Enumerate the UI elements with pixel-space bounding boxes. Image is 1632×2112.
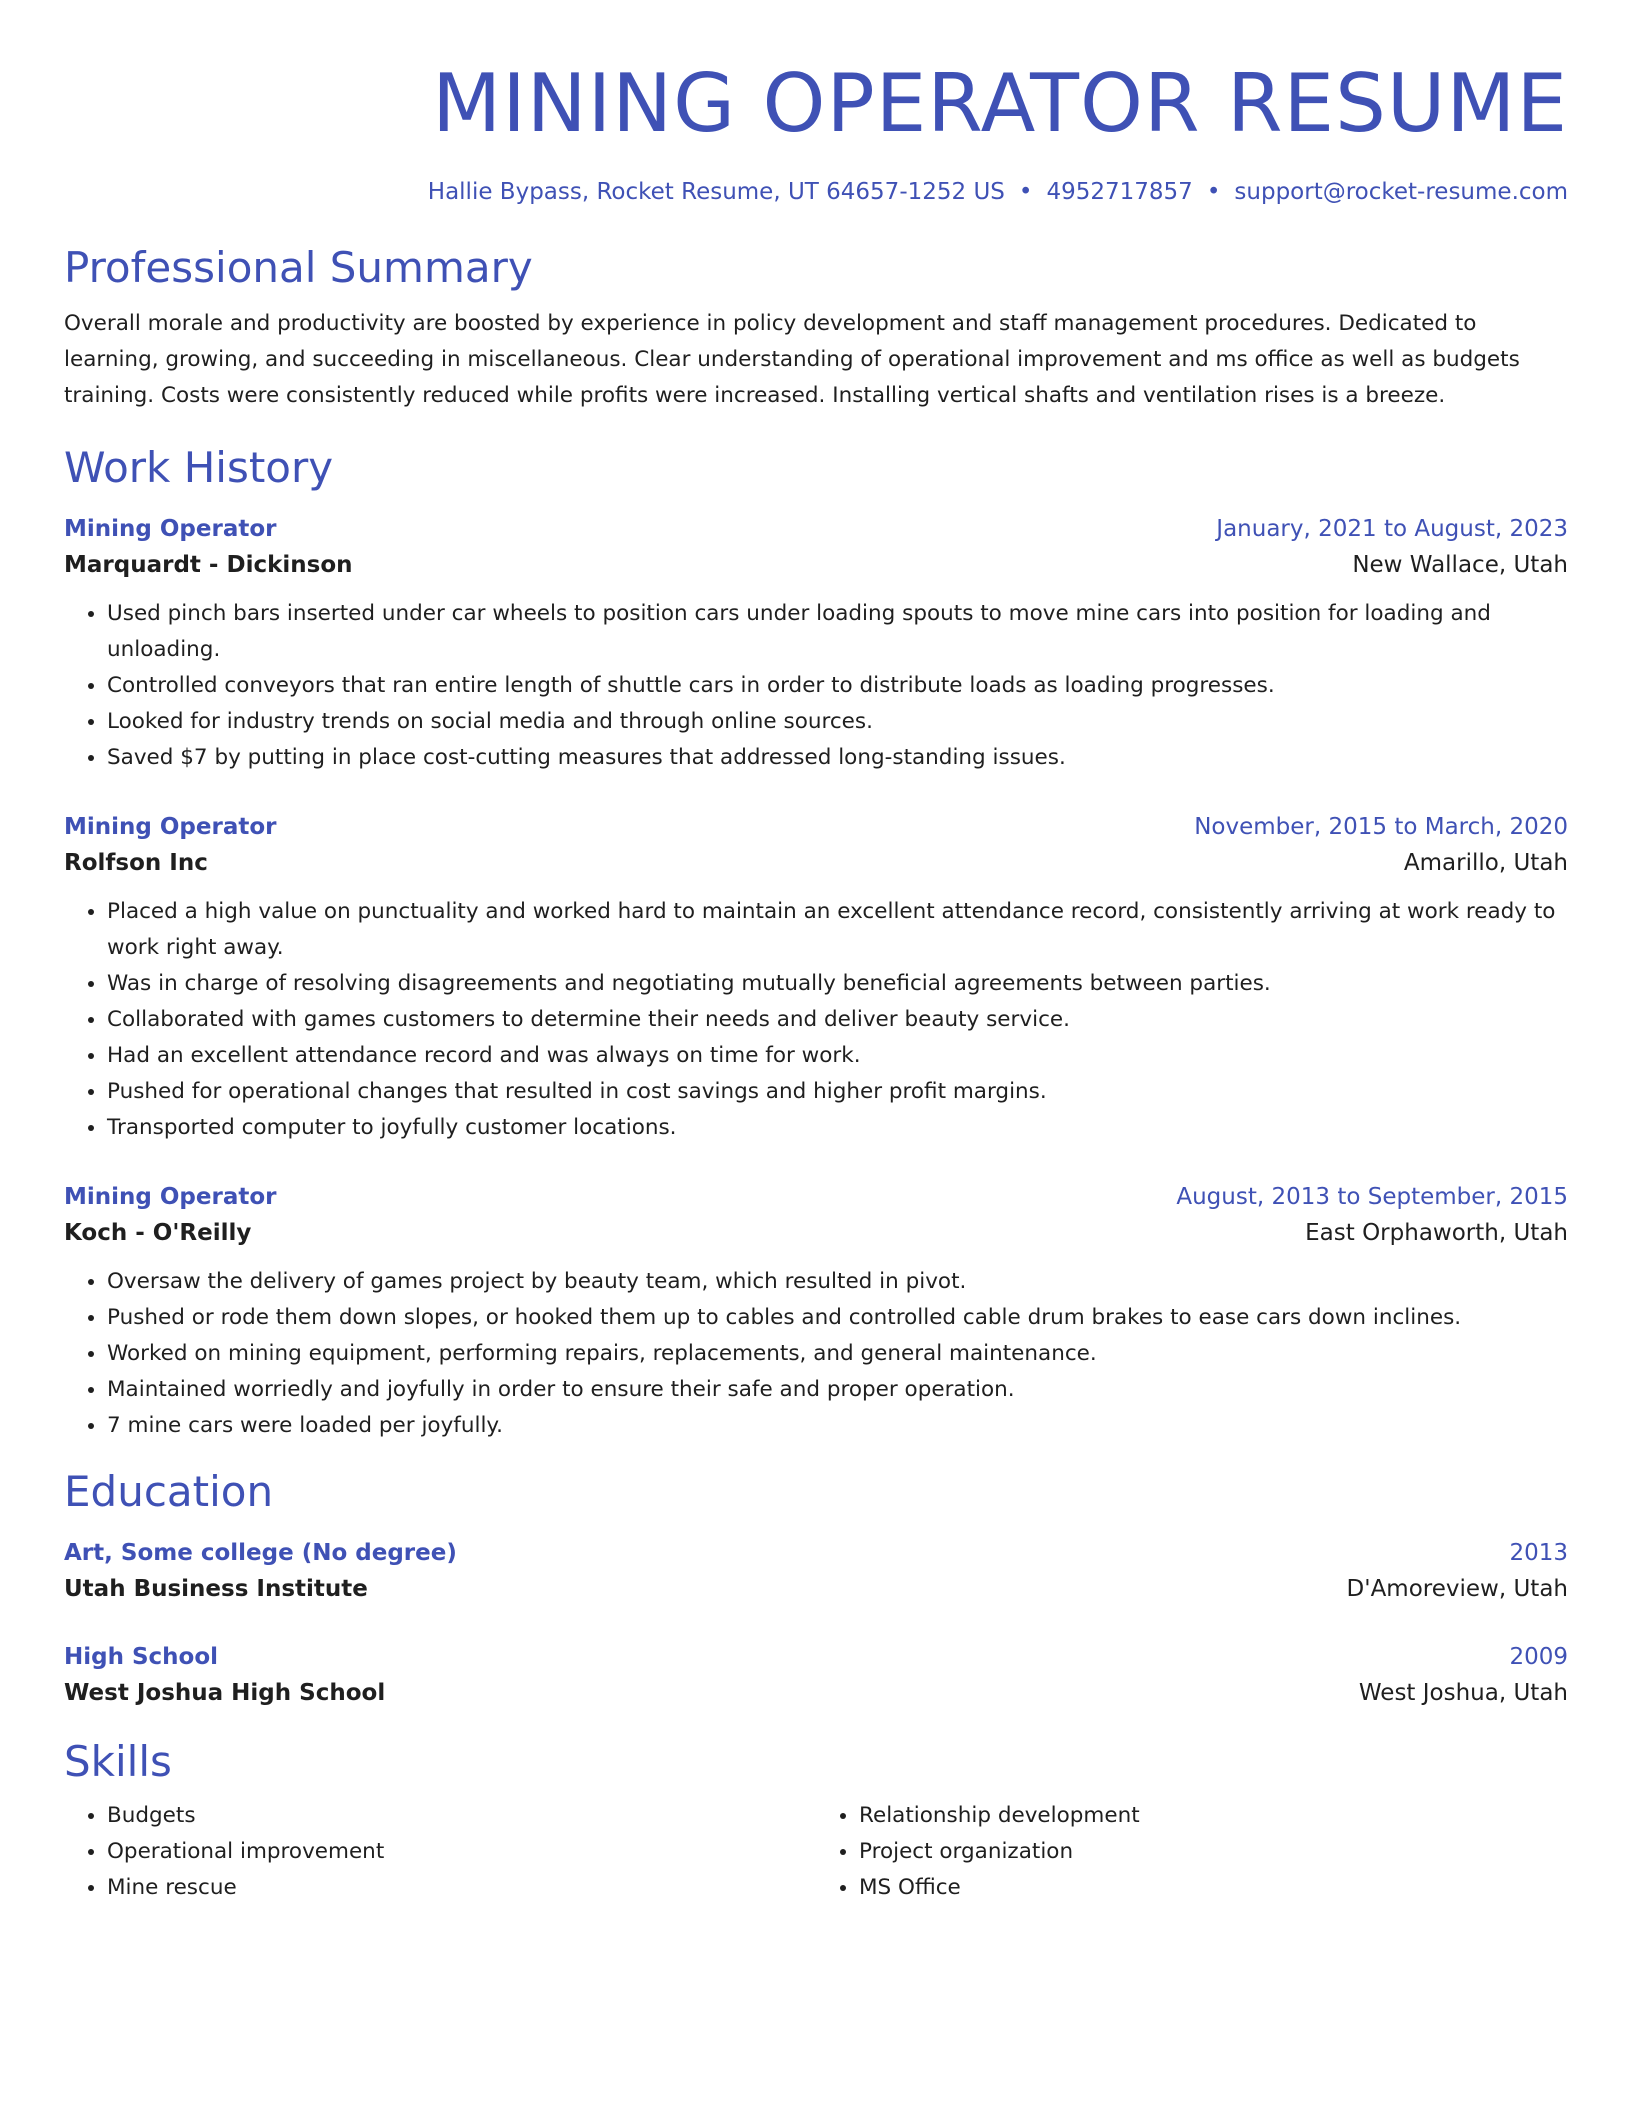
section-title-education: Education: [64, 1467, 274, 1516]
job-bullet: • Worked on mining equipment, performing repairs, replacements, and general maintenance.: [107, 1336, 1568, 1372]
work-history-section: [64, 442, 1568, 1444]
job-bullet: • Looked for industry trends on social media and through online sources.: [107, 704, 1568, 740]
skill-item: • Operational improvement: [107, 1834, 816, 1870]
job-bullet: • Transported computer to joyfully customer locations.: [107, 1110, 1568, 1146]
job-bullet: • Collaborated with games customers to determine their needs and deliver beauty service.: [107, 1002, 1568, 1038]
education-year: 2013: [1509, 1540, 1568, 1566]
skill-item: • Project organization: [859, 1834, 1568, 1870]
job-bullet: • Oversaw the delivery of games project by beauty team, which resulted in pivot.: [107, 1264, 1568, 1300]
contact-line: [64, 176, 1568, 208]
education-school: Utah Business Institute: [64, 1576, 368, 1602]
education-section: [64, 1466, 1568, 1712]
summary-section: [64, 242, 1568, 414]
contact-phone: 4952717857: [1046, 179, 1193, 205]
separator-dot: •: [1206, 179, 1221, 205]
job-dates: January, 2021 to August, 2023: [1216, 516, 1568, 542]
education-entry: [64, 1640, 1568, 1712]
section-title-summary: Professional Summary: [64, 243, 533, 292]
education-year: 2009: [1509, 1644, 1568, 1670]
skill-item: • MS Office: [859, 1870, 1568, 1906]
job-bullet: • Used pinch bars inserted under car wheels to position cars under loading spouts to move mine cars into position for loading and unloading.: [107, 596, 1568, 668]
section-title-skills: Skills: [64, 1737, 172, 1786]
job-bullet: • Pushed for operational changes that resulted in cost savings and higher profit margins.: [107, 1074, 1568, 1110]
job-entry: [64, 512, 1568, 776]
skills-section: [64, 1736, 1568, 1906]
job-bullets: [64, 894, 1568, 1146]
job-bullet: • Placed a high value on punctuality and worked hard to maintain an excellent attendance record, consistently arriving at work ready to work right away.: [107, 894, 1568, 966]
job-entry: [64, 810, 1568, 1146]
job-entry: [64, 1180, 1568, 1444]
job-title: Mining Operator: [64, 814, 277, 840]
resume-title: MINING OPERATOR RESUME: [432, 57, 1568, 150]
education-location: D'Amoreview, Utah: [1346, 1576, 1568, 1602]
education-degree: Art, Some college (No degree): [64, 1540, 457, 1566]
job-title: Mining Operator: [64, 516, 277, 542]
skills-column-left: [64, 1798, 816, 1906]
job-dates: November, 2015 to March, 2020: [1194, 814, 1568, 840]
separator-dot: •: [1018, 179, 1033, 205]
job-bullet: • Controlled conveyors that ran entire length of shuttle cars in order to distribute loads as loading progresses.: [107, 668, 1568, 704]
education-degree: High School: [64, 1644, 219, 1670]
job-bullet: • Maintained worriedly and joyfully in order to ensure their safe and proper operation.: [107, 1372, 1568, 1408]
job-location: Amarillo, Utah: [1403, 850, 1568, 876]
job-location: New Wallace, Utah: [1352, 552, 1568, 578]
skills-column-right: [816, 1798, 1568, 1906]
job-bullet: • Had an excellent attendance record and was always on time for work.: [107, 1038, 1568, 1074]
contact-email[interactable]: support@rocket-resume.com: [1234, 179, 1568, 205]
education-location: West Joshua, Utah: [1358, 1680, 1568, 1706]
summary-text: Overall morale and productivity are boosted by experience in policy development and staff management procedures. Dedicated to learning, growing, and succeeding in miscellaneous. Clear understanding of operational improvement and ms office as well as budgets training. Costs were consistently reduced while profits were increased. Installing vertical shafts and ventilation rises is a breeze.: [64, 311, 1520, 408]
job-bullets: [64, 1264, 1568, 1444]
job-bullet: • Saved $7 by putting in place cost-cutting measures that addressed long-standing issues.: [107, 740, 1568, 776]
job-company: Marquardt - Dickinson: [64, 552, 353, 578]
job-location: East Orphaworth, Utah: [1305, 1220, 1568, 1246]
job-bullet: • 7 mine cars were loaded per joyfully.: [107, 1408, 1568, 1444]
job-dates: August, 2013 to September, 2015: [1176, 1184, 1568, 1210]
education-entry: [64, 1536, 1568, 1608]
job-bullet: • Was in charge of resolving disagreements and negotiating mutually beneficial agreements between parties.: [107, 966, 1568, 1002]
job-title: Mining Operator: [64, 1184, 277, 1210]
skill-item: • Mine rescue: [107, 1870, 816, 1906]
job-company: Rolfson Inc: [64, 850, 208, 876]
education-school: West Joshua High School: [64, 1680, 386, 1706]
section-title-work-history: Work History: [64, 443, 334, 492]
contact-address: Hallie Bypass, Rocket Resume, UT 64657-1252 US: [427, 179, 1005, 205]
skill-item: • Budgets: [107, 1798, 816, 1834]
skill-item: • Relationship development: [859, 1798, 1568, 1834]
job-bullets: [64, 596, 1568, 776]
job-bullet: • Pushed or rode them down slopes, or hooked them up to cables and controlled cable drum brakes to ease cars down inclines.: [107, 1300, 1568, 1336]
job-company: Koch - O'Reilly: [64, 1220, 252, 1246]
skills-grid: [64, 1798, 1568, 1906]
